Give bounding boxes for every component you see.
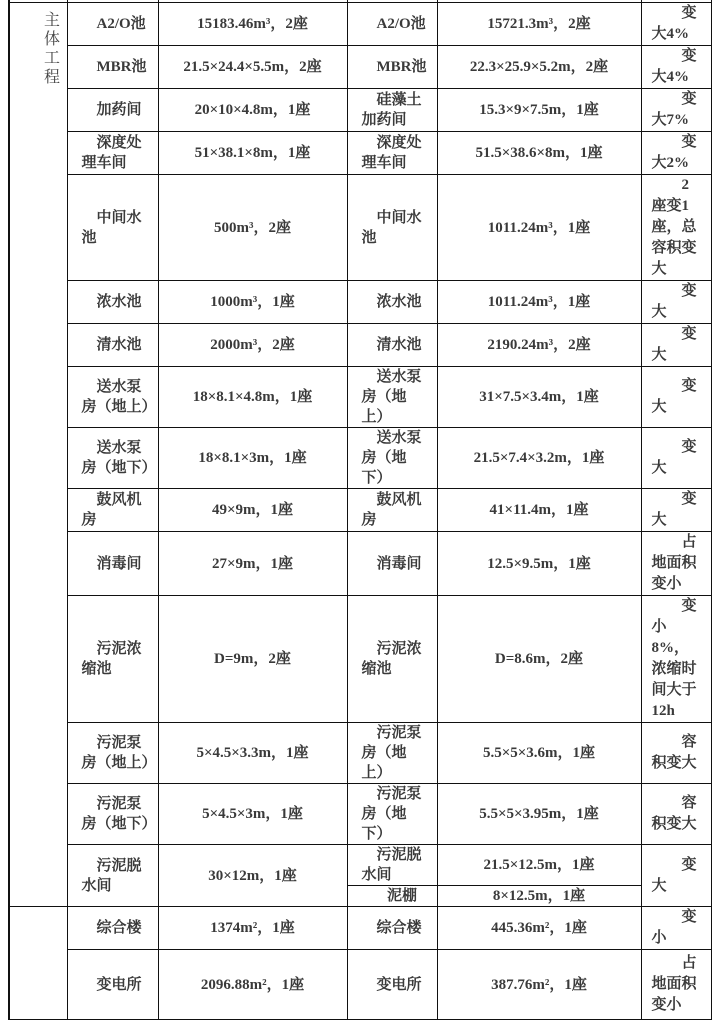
original-name-cell: 加药间 (67, 89, 158, 132)
change-note-cell: 变大 (641, 324, 711, 367)
original-spec-cell: 15183.46m³，2座 (158, 3, 347, 46)
table-row (9, 596, 711, 723)
original-spec-cell: 27×9m，1座 (158, 532, 347, 596)
original-name-cell: 污泥浓缩池 (67, 596, 158, 723)
change-note-cell: 变大 (641, 489, 711, 532)
change-note-cell: 变小8%，浓缩时间大于12h (641, 596, 711, 723)
change-note-cell: 变大 (641, 428, 711, 489)
actual-spec-cell: 5.5×5×3.6m，1座 (437, 723, 641, 784)
actual-name-cell: 浓水池 (347, 281, 437, 324)
actual-spec-cell: 8×12.5m，1座 (437, 886, 641, 907)
original-spec-cell: 2096.88m²，1座 (158, 950, 347, 1020)
actual-name-cell: 清水池 (347, 324, 437, 367)
original-name-cell: 污泥脱水间 (67, 845, 158, 907)
actual-name-cell: A2/O池 (347, 3, 437, 46)
category-cell (9, 907, 67, 1020)
original-name-cell: 消毒间 (67, 532, 158, 596)
original-spec-cell: 30×12m，1座 (158, 845, 347, 907)
original-name-cell: 清水池 (67, 324, 158, 367)
actual-spec-cell: 41×11.4m，1座 (437, 489, 641, 532)
change-note-cell: 容积变大 (641, 723, 711, 784)
change-note-cell: 占地面积变小 (641, 950, 711, 1020)
actual-name-cell: 污泥泵房（地上） (347, 723, 437, 784)
table-row (9, 907, 711, 950)
actual-name-cell: 鼓风机房 (347, 489, 437, 532)
original-spec-cell: 5×4.5×3.3m，1座 (158, 723, 347, 784)
change-note-cell: 变大2% (641, 132, 711, 175)
table-row (9, 46, 711, 89)
table-row (9, 281, 711, 324)
actual-spec-cell: 1011.24m³，1座 (437, 281, 641, 324)
original-name-cell: 浓水池 (67, 281, 158, 324)
change-note-cell: 变大 (641, 281, 711, 324)
original-name-cell: 送水泵房（地上） (67, 367, 158, 428)
change-note-cell: 2座变1座，总容积变大 (641, 175, 711, 281)
original-spec-cell: 5×4.5×3m，1座 (158, 784, 347, 845)
original-spec-cell: 500m³，2座 (158, 175, 347, 281)
actual-spec-cell: 12.5×9.5m，1座 (437, 532, 641, 596)
change-note-cell: 变大 (641, 845, 711, 907)
table-row (9, 367, 711, 428)
change-note-cell: 变大4% (641, 46, 711, 89)
actual-spec-cell: 15.3×9×7.5m，1座 (437, 89, 641, 132)
project-comparison-table (8, 0, 712, 1020)
original-spec-cell: 21.5×24.4×5.5m，2座 (158, 46, 347, 89)
actual-spec-cell: 21.5×12.5m，1座 (437, 845, 641, 886)
original-name-cell: 污泥泵房（地上） (67, 723, 158, 784)
table-row (9, 532, 711, 596)
actual-spec-cell: 31×7.5×3.4m，1座 (437, 367, 641, 428)
actual-name-cell: 变电所 (347, 950, 437, 1020)
original-spec-cell: 1374m²，1座 (158, 907, 347, 950)
table-row (9, 428, 711, 489)
category-label: 主体工程 (44, 12, 61, 86)
original-name-cell: MBR池 (67, 46, 158, 89)
original-name-cell: 中间水池 (67, 175, 158, 281)
actual-name-cell: 消毒间 (347, 532, 437, 596)
table-row (9, 950, 711, 1020)
original-spec-cell: 51×38.1×8m，1座 (158, 132, 347, 175)
actual-name-cell: 综合楼 (347, 907, 437, 950)
change-note-cell: 变小 (641, 907, 711, 950)
actual-spec-cell: 21.5×7.4×3.2m，1座 (437, 428, 641, 489)
table-row (9, 3, 711, 46)
change-note-cell: 容积变大 (641, 784, 711, 845)
original-spec-cell: 18×8.1×4.8m，1座 (158, 367, 347, 428)
change-note-cell: 变大 (641, 367, 711, 428)
actual-name-cell: 污泥浓缩池 (347, 596, 437, 723)
actual-name-cell: 深度处理车间 (347, 132, 437, 175)
table-row (9, 489, 711, 532)
original-name-cell: 鼓风机房 (67, 489, 158, 532)
original-name-cell: 污泥泵房（地下） (67, 784, 158, 845)
table-row (9, 723, 711, 784)
actual-spec-cell: 51.5×38.6×8m，1座 (437, 132, 641, 175)
actual-spec-cell: 1011.24m³，1座 (437, 175, 641, 281)
actual-name-cell: 送水泵房（地上） (347, 367, 437, 428)
table-row (9, 132, 711, 175)
table-row (9, 784, 711, 845)
actual-spec-cell: 445.36m²，1座 (437, 907, 641, 950)
change-note-cell: 变大7% (641, 89, 711, 132)
actual-name-cell: 中间水池 (347, 175, 437, 281)
actual-name-cell: 硅藻土加药间 (347, 89, 437, 132)
actual-name-cell: 泥棚 (347, 886, 437, 907)
original-spec-cell: 18×8.1×3m，1座 (158, 428, 347, 489)
change-note-cell: 占地面积变小 (641, 532, 711, 596)
table-row (9, 324, 711, 367)
table-row (9, 89, 711, 132)
actual-spec-cell: 2190.24m³，2座 (437, 324, 641, 367)
original-name-cell: 变电所 (67, 950, 158, 1020)
actual-spec-cell: 387.76m²，1座 (437, 950, 641, 1020)
original-name-cell: 深度处理车间 (67, 132, 158, 175)
original-spec-cell: 49×9m，1座 (158, 489, 347, 532)
original-spec-cell: D=9m，2座 (158, 596, 347, 723)
actual-spec-cell: D=8.6m，2座 (437, 596, 641, 723)
actual-name-cell: 污泥泵房（地下） (347, 784, 437, 845)
table-row (9, 845, 711, 886)
actual-spec-cell: 22.3×25.9×5.2m，2座 (437, 46, 641, 89)
table-row (9, 175, 711, 281)
actual-name-cell: 送水泵房（地下） (347, 428, 437, 489)
actual-spec-cell: 15721.3m³，2座 (437, 3, 641, 46)
original-spec-cell: 1000m³，1座 (158, 281, 347, 324)
original-name-cell: A2/O池 (67, 3, 158, 46)
actual-name-cell: 污泥脱水间 (347, 845, 437, 886)
change-note-cell: 变大4% (641, 3, 711, 46)
actual-name-cell: MBR池 (347, 46, 437, 89)
original-name-cell: 送水泵房（地下） (67, 428, 158, 489)
category-cell (9, 3, 67, 907)
actual-spec-cell: 5.5×5×3.95m，1座 (437, 784, 641, 845)
original-spec-cell: 20×10×4.8m，1座 (158, 89, 347, 132)
original-name-cell: 综合楼 (67, 907, 158, 950)
original-spec-cell: 2000m³，2座 (158, 324, 347, 367)
